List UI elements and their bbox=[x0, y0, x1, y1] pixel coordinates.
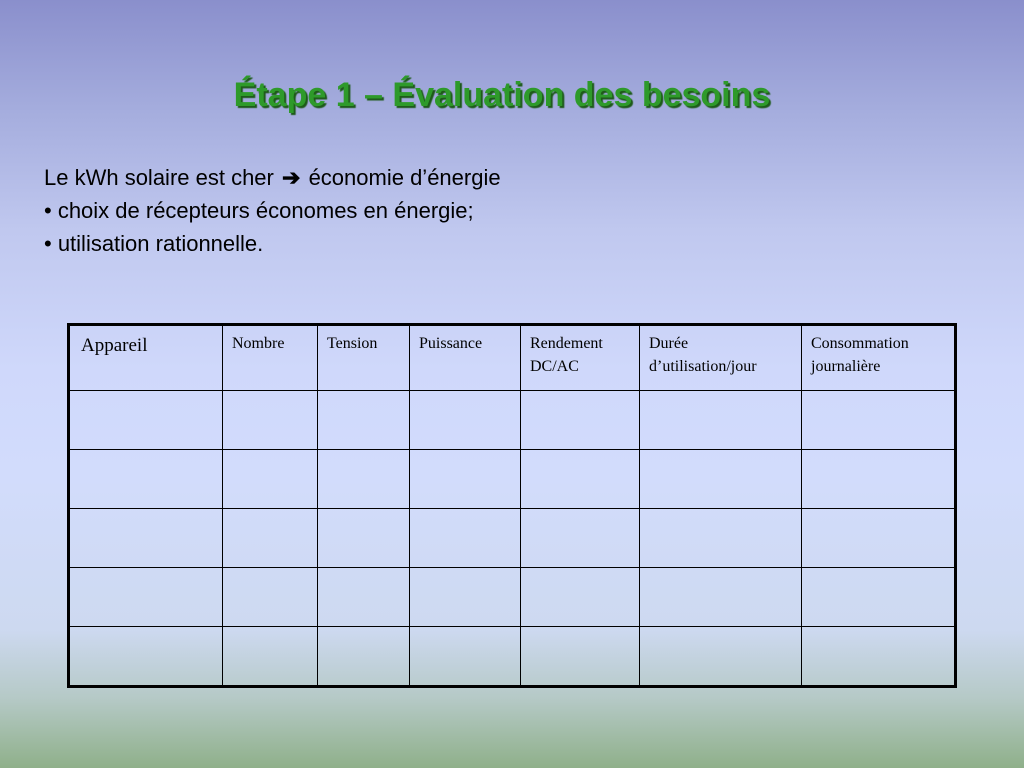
header-appareil: Appareil bbox=[69, 325, 223, 391]
right-arrow-icon: ➔ bbox=[282, 165, 301, 190]
table-row bbox=[69, 450, 956, 509]
table-cell bbox=[802, 568, 956, 627]
table-cell bbox=[640, 391, 802, 450]
table-cell bbox=[521, 568, 640, 627]
header-duree: Durée d’utilisation/jour bbox=[640, 325, 802, 391]
table-cell bbox=[802, 391, 956, 450]
table-cell bbox=[802, 509, 956, 568]
intro-result: économie d’énergie bbox=[308, 165, 501, 190]
table-cell bbox=[223, 568, 318, 627]
table-cell bbox=[223, 391, 318, 450]
table-cell bbox=[318, 509, 410, 568]
table-cell bbox=[640, 627, 802, 687]
table-cell bbox=[521, 391, 640, 450]
table-cell bbox=[410, 627, 521, 687]
intro-line bbox=[44, 161, 501, 194]
table-cell bbox=[640, 568, 802, 627]
table-cell bbox=[521, 509, 640, 568]
table-cell bbox=[410, 391, 521, 450]
table-row bbox=[69, 568, 956, 627]
table-cell bbox=[69, 391, 223, 450]
table-cell bbox=[410, 568, 521, 627]
table-cell bbox=[69, 568, 223, 627]
needs-table bbox=[67, 323, 957, 688]
slide-title: Étape 1 – Évaluation des besoins bbox=[233, 76, 771, 114]
table-cell bbox=[410, 509, 521, 568]
table-cell bbox=[69, 450, 223, 509]
bullet-item-usage: • utilisation rationnelle. bbox=[44, 231, 264, 256]
header-consommation: Consommation journalière bbox=[802, 325, 956, 391]
bullet-item-choice: • choix de récepteurs économes en énergie; bbox=[44, 198, 474, 223]
table-cell bbox=[802, 627, 956, 687]
intro-text: Le kWh solaire est cher bbox=[44, 165, 274, 190]
table-row bbox=[69, 391, 956, 450]
table-cell bbox=[802, 450, 956, 509]
table-cell bbox=[223, 509, 318, 568]
table-cell bbox=[318, 450, 410, 509]
table-cell bbox=[521, 627, 640, 687]
header-puissance: Puissance bbox=[410, 325, 521, 391]
table-cell bbox=[69, 509, 223, 568]
table-cell bbox=[69, 627, 223, 687]
table-cell bbox=[521, 450, 640, 509]
table-cell bbox=[410, 450, 521, 509]
table-cell bbox=[223, 627, 318, 687]
table-cell bbox=[640, 509, 802, 568]
table-cell bbox=[318, 391, 410, 450]
table-header-row bbox=[69, 325, 956, 391]
table-cell bbox=[318, 568, 410, 627]
table-cell bbox=[223, 450, 318, 509]
header-rendement: Rendement DC/AC bbox=[521, 325, 640, 391]
table-row bbox=[69, 627, 956, 687]
table-row bbox=[69, 509, 956, 568]
table-cell bbox=[640, 450, 802, 509]
slide-body bbox=[44, 161, 501, 260]
header-nombre: Nombre bbox=[223, 325, 318, 391]
header-tension: Tension bbox=[318, 325, 410, 391]
table-cell bbox=[318, 627, 410, 687]
